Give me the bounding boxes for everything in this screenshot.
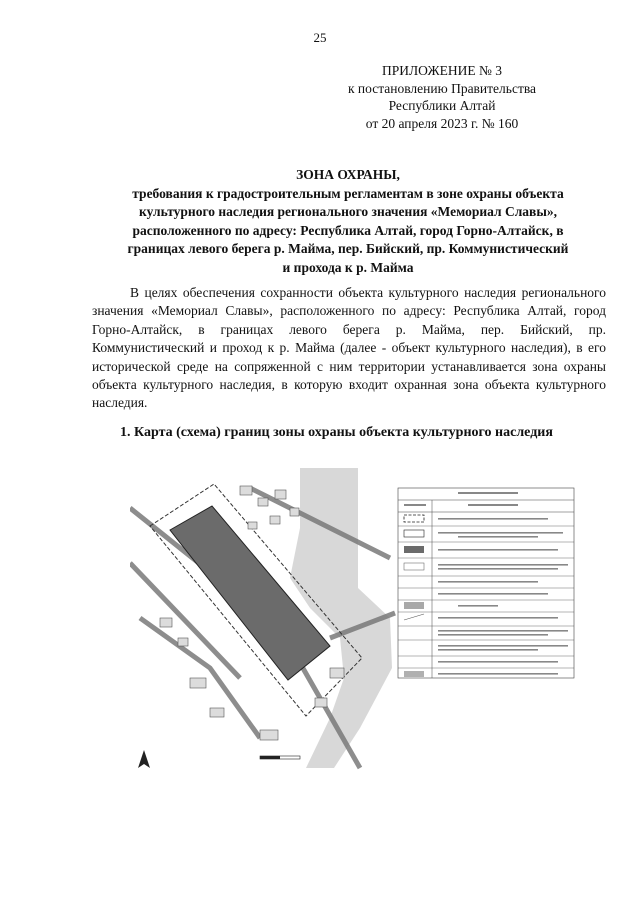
legend-swatch-other: [404, 671, 424, 677]
title-line-3: культурного наследия регионального значения «Мемориал Славы»,: [139, 204, 557, 219]
appendix-line-3: Республики Алтай: [388, 98, 496, 113]
zone-map-svg: [130, 468, 580, 778]
title-line-4: расположенного по адресу: Республика Алтай, город Горно-Алтайск, в: [132, 222, 564, 238]
appendix-header: [322, 62, 562, 132]
page-number: 25: [313, 30, 327, 45]
section-heading: [120, 425, 606, 441]
appendix-line-4: от 20 апреля 2023 г. № 160: [365, 115, 519, 131]
north-arrow: [138, 750, 150, 768]
legend-swatch-object: [404, 546, 424, 553]
section-title: . Карта (схема) границ зоны охраны объекта культурного наследия: [127, 425, 553, 440]
document-title: [92, 166, 604, 277]
map-area: [130, 468, 395, 768]
appendix-line-1: ПРИЛОЖЕНИЕ № 3: [381, 63, 503, 78]
title-line-5: границах левого берега р. Майма, пер. Бийский, пр. Коммунистический: [127, 241, 569, 256]
appendix-line-2: к постановлению Правительства: [347, 80, 537, 96]
title-line-6: и прохода к р. Майма: [282, 259, 414, 275]
title-line-1: ЗОНА ОХРАНЫ,: [296, 167, 400, 182]
legend-swatch-river: [404, 602, 424, 609]
scale-bar: [260, 756, 300, 759]
zone-map: [130, 468, 580, 778]
body-paragraph: В целях обеспечения сохранности объекта культурного наследия регионального значения «Мемориал Славы», расположенного по адресу: Республика Алтай, город Горно-Алтайск, в границах левого берега р. Майма, пер. Бийский, пр. Коммунистический и проход к р. Майма (далее - объект культурного наследия), в его исторической среде на сопряженной с ним территории устанавливается зона охраны объекта культурного наследия, в которую входит охранная зона объекта культурного наследия.: [92, 285, 606, 411]
section-number: 1: [120, 425, 127, 440]
title-line-2: требования к градостроительным регламентам в зоне охраны объекта: [132, 185, 564, 201]
legend-swatch-zone: [404, 563, 424, 570]
legend: [398, 488, 574, 678]
